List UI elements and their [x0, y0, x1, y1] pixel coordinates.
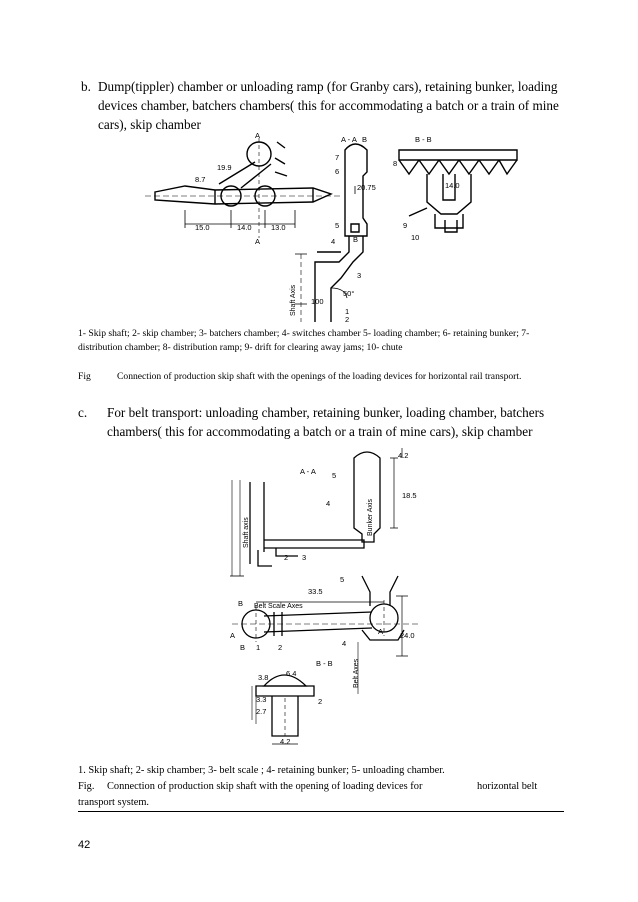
fig2-dim-3-8: 3.8: [258, 673, 269, 682]
figure-1-caption-label: Fig: [78, 371, 91, 382]
fig1-dim-15-0: 15.0: [195, 223, 210, 232]
fig2-dim-2-7: 2.7: [256, 707, 267, 716]
section-b-line-2: devices chamber, batchers chambers( this for accommodating a batch or a train of mine: [98, 98, 559, 113]
fig1-shaft-axis: Shaft Axis: [290, 284, 297, 316]
fig1-label-a-bottom: A: [255, 237, 261, 246]
section-c-line-1: For belt transport: unloading chamber, retaining bunker, loading chamber, batchers: [107, 405, 545, 420]
fig1-num-2: 2: [345, 315, 350, 324]
fig2-num-4: 4: [326, 499, 331, 508]
figure-2-caption-line-2: transport system.: [78, 797, 149, 808]
footer-rule: [78, 811, 564, 812]
fig1-num-6: 6: [335, 167, 340, 176]
fig1-dim-8-7: 8.7: [195, 175, 206, 184]
figure-2-caption-text-tail: horizontal belt: [477, 781, 538, 792]
figure-2-legend: 1. Skip shaft; 2- skip chamber; 3- belt scale ; 4- retaining bunker; 5- unloading chamber.: [78, 765, 445, 776]
fig1-num-9: 9: [403, 221, 408, 230]
fig2-num-2: 2: [284, 553, 289, 562]
fig2-dim-3-3: 3.3: [256, 695, 267, 704]
fig1-label-b-chamber: B: [353, 235, 359, 244]
fig1-dim-20-75: 20.75: [357, 183, 376, 192]
fig1-num-10: 10: [411, 233, 420, 242]
fig1-num-4: 4: [331, 237, 336, 246]
fig2-label-b-bottom: B: [240, 643, 246, 652]
fig1-dim-13-0: 13.0: [271, 223, 286, 232]
section-c-line-2: chambers( this for accommodating a batch or a train of mine cars), skip chamber: [107, 424, 533, 439]
fig1-num-1: 1: [345, 307, 350, 316]
fig2-bunker-axis: Bunker Axis: [367, 499, 374, 536]
section-c-marker: c.: [78, 405, 88, 420]
fig2-label-a-right: A: [378, 627, 384, 636]
fig2-dim-33-5: 33.5: [308, 587, 323, 596]
belt-section-top: [399, 150, 517, 160]
fig1-label-bb: B - B: [415, 135, 432, 144]
fig2-shaft-axis: Shaft axis: [243, 517, 250, 548]
fig1-angle: 50°: [343, 289, 355, 298]
figure-1-drawing: [145, 128, 525, 324]
fig2-dim-6-4: 6.4: [286, 669, 297, 678]
figure-1-legend-line-2: distribution chamber; 8- distribution ramp; 9- drift for clearing away jams; 10- chute: [78, 342, 403, 353]
fig1-dim-14-0: 14.0: [237, 223, 252, 232]
section-b-line-3: cars), skip chamber: [98, 117, 201, 132]
fig2-label-b-top: B: [238, 599, 244, 608]
figure-2-caption-label: Fig.: [78, 781, 95, 792]
fig1-num-3: 3: [357, 271, 362, 280]
fig1-label-b: B: [362, 135, 368, 144]
fig1-dim-14-0-b: 14.0: [445, 181, 460, 190]
fig1-num-8: 8: [393, 159, 398, 168]
fig2-belt-scale-axes: Belt Scale Axes: [254, 603, 303, 610]
fig1-label-aa: A - A: [341, 135, 357, 144]
figure-1-legend-line-1: 1- Skip shaft; 2- skip chamber; 3- batchers chamber; 4- switches chamber 5- loading chamber; 6- retaining bunker; 7-: [78, 328, 530, 339]
fig2-label-a-left: A: [230, 631, 236, 640]
fig2-num-3: 3: [302, 553, 307, 562]
section-b-line-1: Dump(tippler) chamber or unloading ramp (for Granby cars), retaining bunker, loading: [98, 79, 558, 94]
skip-cap: [264, 675, 306, 686]
fig2-num-4-plan: 4: [342, 639, 347, 648]
fig1-dim-100: 100: [311, 297, 324, 306]
fig1-num-5: 5: [335, 221, 340, 230]
fig2-label-aa: A - A: [300, 467, 316, 476]
chamber-outline: [155, 186, 331, 204]
fig2-dim-18-5: 18.5: [402, 491, 417, 500]
fig2-num-2-plan: 2: [278, 643, 283, 652]
fig1-label-a-top: A: [255, 131, 261, 140]
figure-2-drawing: [222, 446, 418, 750]
page-number: 42: [78, 839, 91, 851]
fig2-belt-axes: Belt Axes: [353, 658, 360, 688]
fig2-dim-24-0: 24.0: [400, 631, 415, 640]
fig2-num-5-plan: 5: [340, 575, 345, 584]
fig2-dim-4-2-b: 4.2: [280, 737, 291, 746]
figure-2-caption-text: Connection of production skip shaft with the opening of loading devices for: [107, 781, 423, 792]
fig2-num-5: 5: [332, 471, 337, 480]
fig1-dim-19-9: 19.9: [217, 163, 232, 172]
fig2-label-bb: B - B: [316, 659, 333, 668]
section-b-marker: b.: [81, 79, 91, 94]
figure-1-caption-text: Connection of production skip shaft with the openings of the loading devices for horizontal rail transport.: [117, 371, 522, 382]
fig1-num-7: 7: [335, 153, 340, 162]
fig2-num-2-section: 2: [318, 697, 323, 706]
fig2-num-1: 1: [256, 643, 261, 652]
fig2-dim-4-2: 4.2: [398, 451, 409, 460]
